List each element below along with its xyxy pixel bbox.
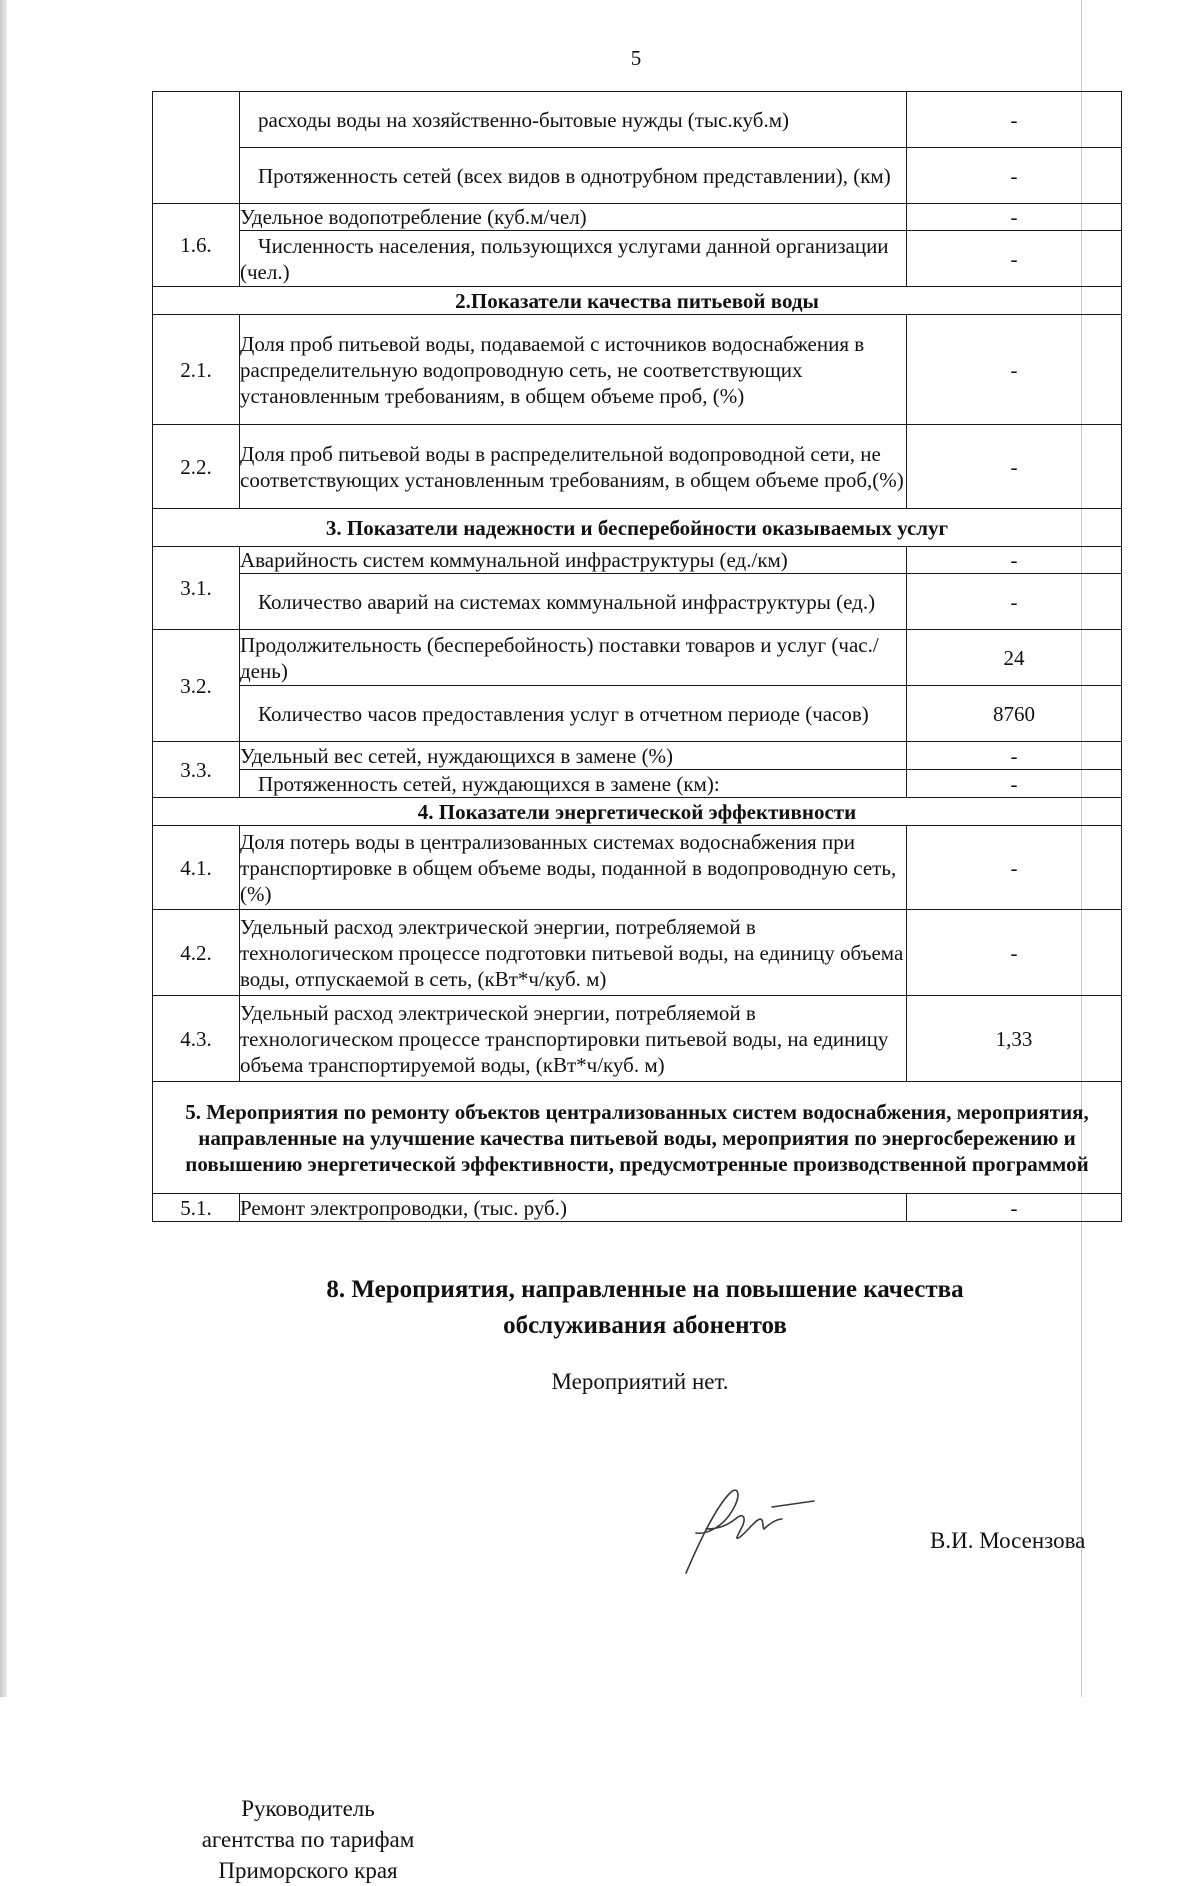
section-8-note: Мероприятий нет. [551, 1369, 729, 1394]
signatory-role-line3: Приморского края [218, 1858, 398, 1883]
handwritten-signature [668, 1485, 818, 1580]
row-value: 24 [907, 630, 1122, 686]
row-description: Аварийность систем коммунальной инфраструктуры (ед./км) [240, 547, 907, 574]
table-row [153, 1194, 1122, 1222]
table-row [153, 425, 1122, 509]
table-row [153, 204, 1122, 231]
row-number: 5.1. [153, 1194, 240, 1222]
row-description: Удельный расход электрической энергии, потребляемой в технологическом процессе подготовки питьевой воды, на единицу объема воды, отпускаемой в сеть, (кВт*ч/куб. м) [240, 910, 907, 996]
section-heading: 2.Показатели качества питьевой воды [153, 287, 1122, 315]
row-description: Протяженность сетей, нуждающихся в замене (км): [240, 770, 907, 798]
row-description: расходы воды на хозяйственно-бытовые нужды (тыс.куб.м) [240, 92, 907, 148]
row-number: 3.1. [153, 547, 240, 630]
section-header-row [153, 287, 1122, 315]
row-description: Ремонт электропроводки, (тыс. руб.) [240, 1194, 907, 1222]
row-value: - [907, 742, 1122, 770]
table-row [153, 910, 1122, 996]
row-number: 3.3. [153, 742, 240, 798]
table-row [153, 547, 1122, 574]
row-value: - [907, 770, 1122, 798]
table-row [153, 742, 1122, 770]
section-8-title-line2: обслуживания абонентов [503, 1312, 787, 1339]
section-8-title-line1: 8. Мероприятия, направленные на повышение качества [326, 1276, 964, 1303]
section-header-row [153, 798, 1122, 826]
row-value: - [907, 1194, 1122, 1222]
table-row [153, 315, 1122, 425]
signatory-role-line2: агентства по тарифам [201, 1827, 415, 1852]
row-description: Количество часов предоставления услуг в отчетном периоде (часов) [240, 686, 907, 742]
table-row [153, 574, 1122, 630]
table-row [153, 770, 1122, 798]
row-number: 3.2. [153, 630, 240, 742]
row-description: Количество аварий на системах коммунальной инфраструктуры (ед.) [240, 574, 907, 630]
section-heading: 5. Мероприятия по ремонту объектов централизованных систем водоснабжения, мероприятия, направленные на улучшение качества питьевой воды, мероприятия по энергосбережению и повышению энергетической эффективности, предусмотренные производственной программой [153, 1082, 1122, 1194]
table-row [153, 686, 1122, 742]
row-description: Удельное водопотребление (куб.м/чел) [240, 204, 907, 231]
row-number: 4.1. [153, 826, 240, 910]
row-description: Удельный расход электрической энергии, потребляемой в технологическом процессе транспортировки питьевой воды, на единицу объема транспортируемой воды, (кВт*ч/куб. м) [240, 996, 907, 1082]
row-number [153, 92, 240, 204]
signatory-role [168, 1793, 448, 1886]
row-description: Удельный вес сетей, нуждающихся в замене (%) [240, 742, 907, 770]
row-value: - [907, 204, 1122, 231]
signatory-role-line1: Руководитель [241, 1796, 375, 1821]
signatory-name: В.И. Мосензова [930, 1528, 1086, 1553]
row-description: Продолжительность (бесперебойность) поставки товаров и услуг (час./день) [240, 630, 907, 686]
row-value: - [907, 574, 1122, 630]
row-number: 2.2. [153, 425, 240, 509]
row-number: 2.1. [153, 315, 240, 425]
row-value: - [907, 231, 1122, 287]
table-row [153, 630, 1122, 686]
row-value: - [907, 92, 1122, 148]
row-value: 1,33 [907, 996, 1122, 1082]
page-number: 5 [630, 46, 642, 70]
section-8-title [150, 1272, 1140, 1344]
row-value: - [907, 148, 1122, 204]
section-heading: 3. Показатели надежности и бесперебойности оказываемых услуг [153, 509, 1122, 547]
scan-left-edge [0, 0, 7, 1697]
row-number: 4.3. [153, 996, 240, 1082]
row-description: Протяженность сетей (всех видов в однотрубном представлении), (км) [240, 148, 907, 204]
table-row [153, 826, 1122, 910]
table-row [153, 996, 1122, 1082]
table-row [153, 148, 1122, 204]
row-value: - [907, 826, 1122, 910]
row-number: 1.6. [153, 204, 240, 287]
row-value: - [907, 547, 1122, 574]
table-row [153, 231, 1122, 287]
table-row [153, 92, 1122, 148]
row-description: Численность населения, пользующихся услугами данной организации (чел.) [240, 231, 907, 287]
row-value: - [907, 425, 1122, 509]
row-number: 4.2. [153, 910, 240, 996]
section-header-row [153, 509, 1122, 547]
row-value: - [907, 315, 1122, 425]
row-description: Доля потерь воды в централизованных системах водоснабжения при транспортировке в общем объеме воды, поданной в водопроводную сеть, (%) [240, 826, 907, 910]
row-description: Доля проб питьевой воды в распределительной водопроводной сети, не соответствующих установленным требованиям, в общем объеме проб,(%) [240, 425, 907, 509]
row-value: 8760 [907, 686, 1122, 742]
section-header-row [153, 1082, 1122, 1194]
row-value: - [907, 910, 1122, 996]
section-heading: 4. Показатели энергетической эффективности [153, 798, 1122, 826]
row-description: Доля проб питьевой воды, подаваемой с источников водоснабжения в распределительную водопроводную сеть, не соответствующих установленным требованиям, в общем объеме проб, (%) [240, 315, 907, 425]
indicators-table [152, 91, 1122, 1222]
